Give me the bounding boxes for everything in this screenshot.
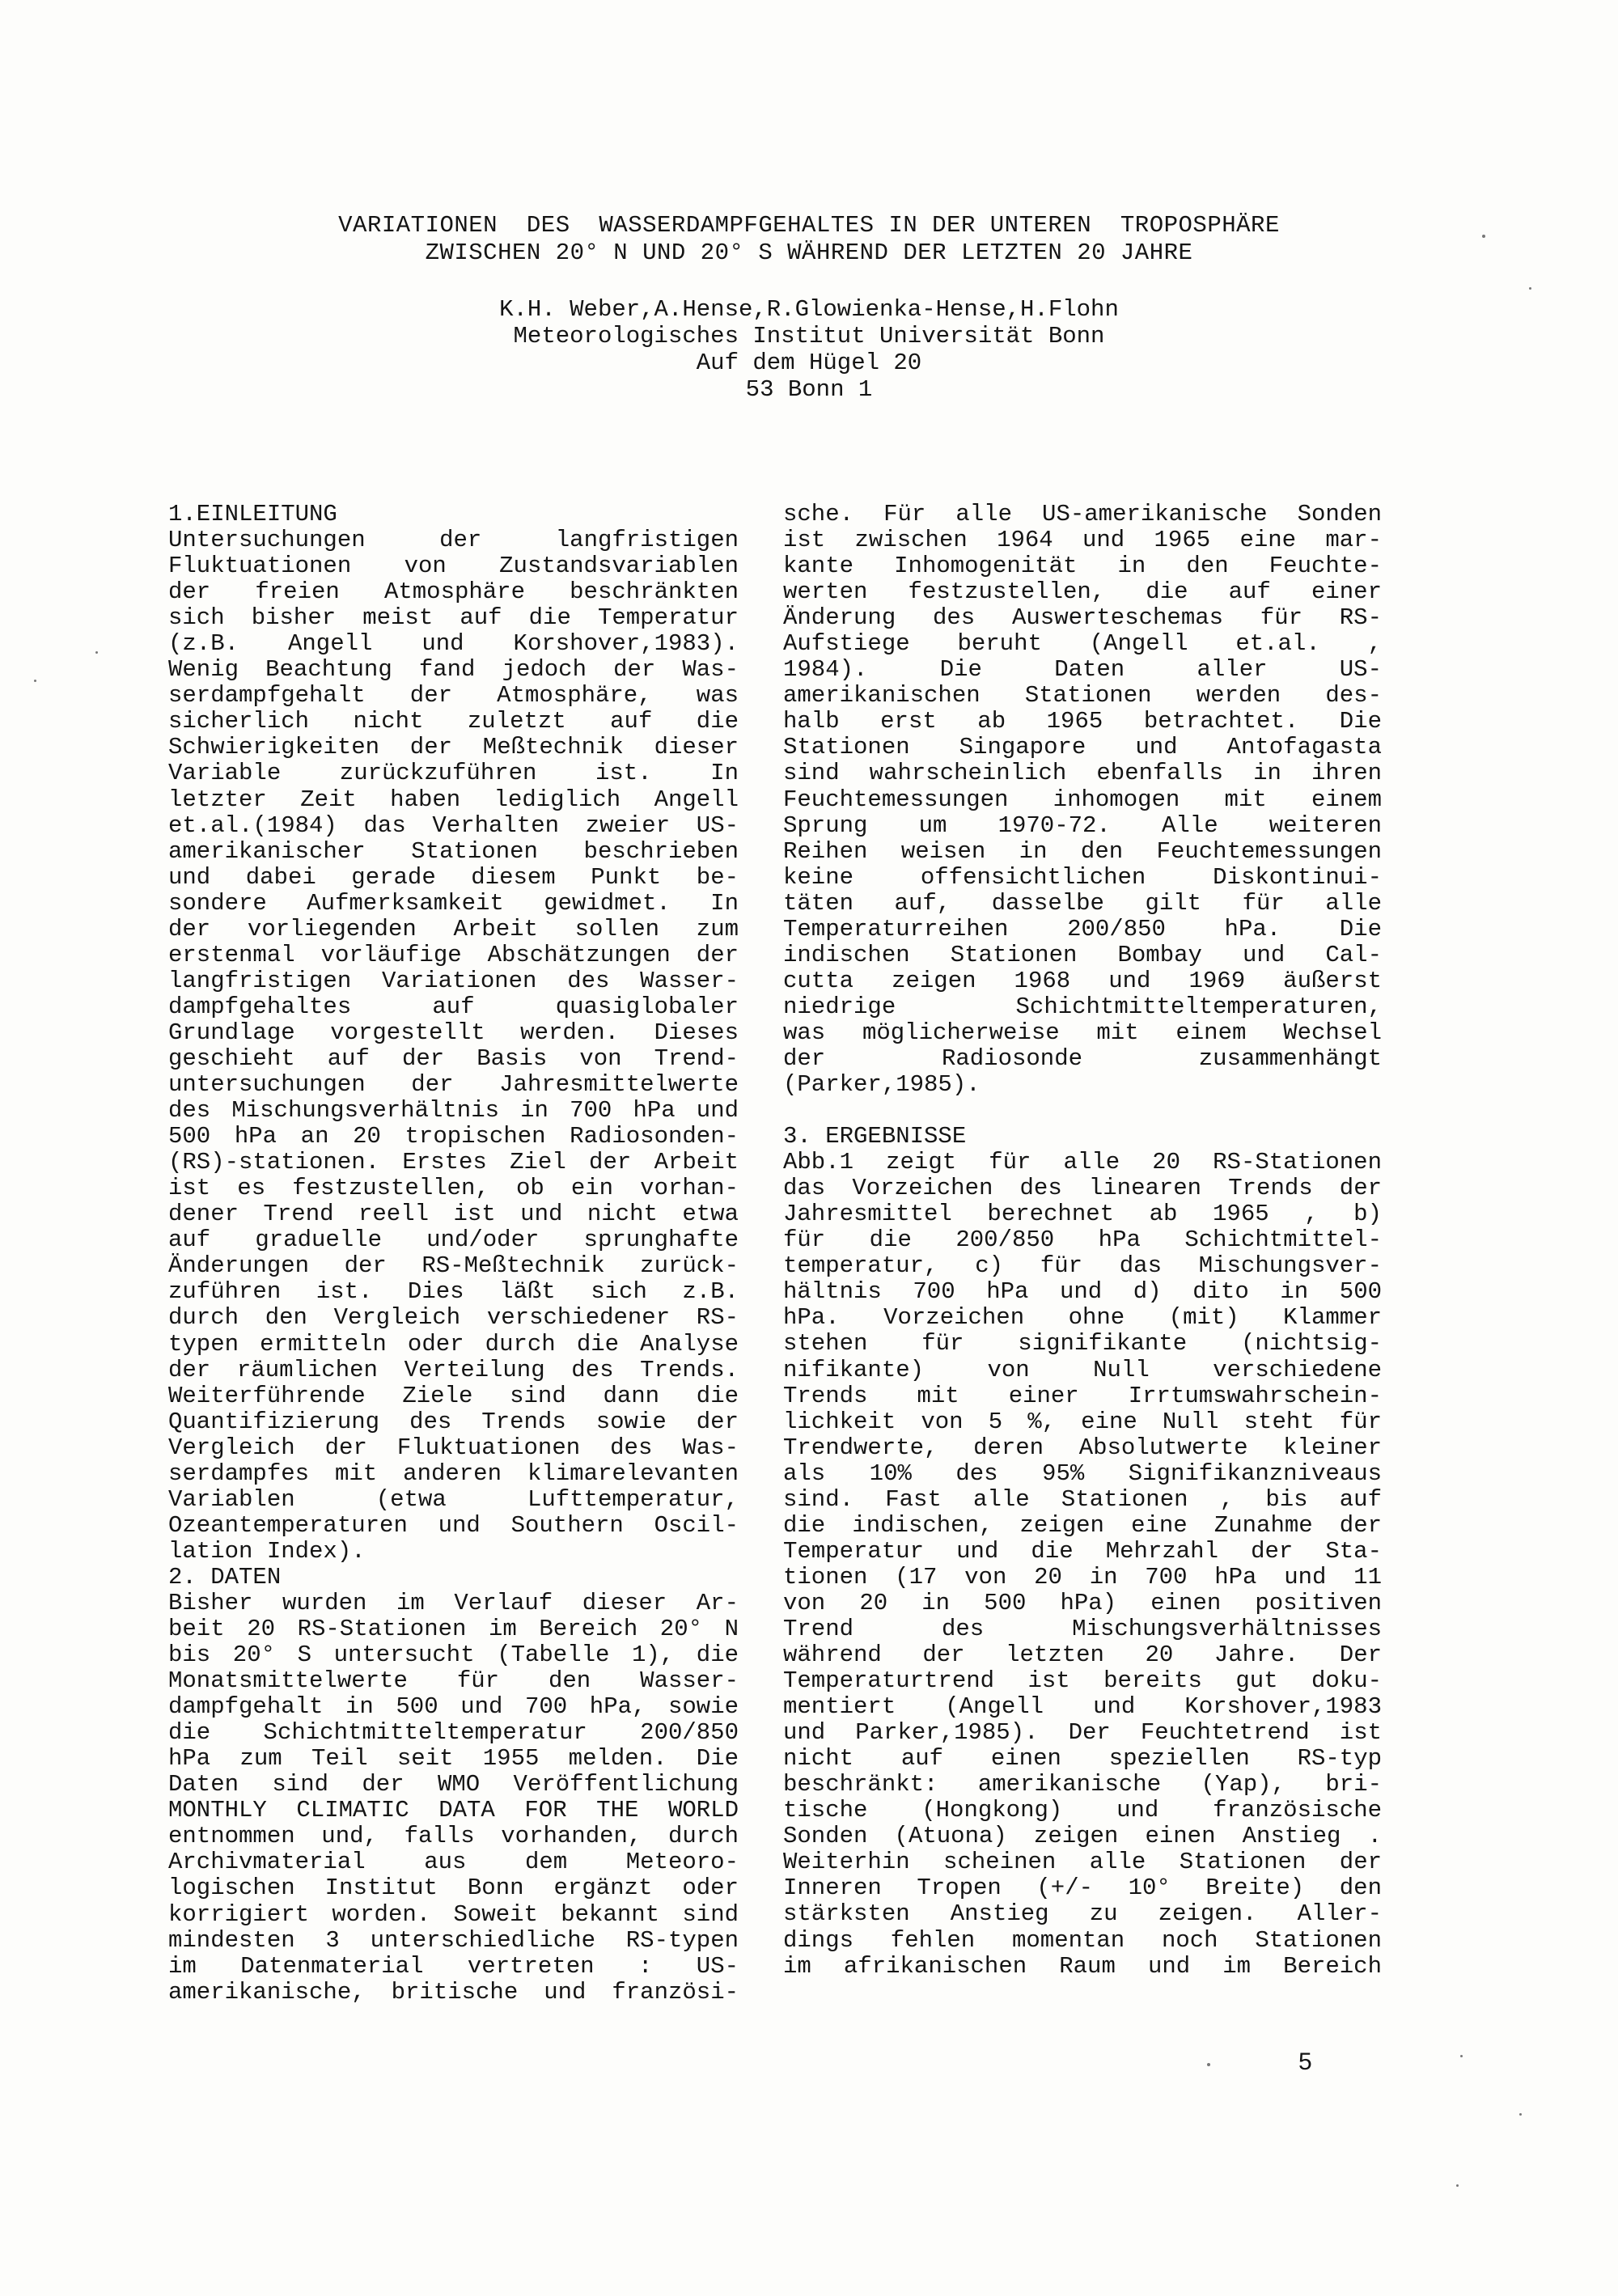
text-line: sind. Fast alle Stationen , bis auf <box>783 1485 1382 1513</box>
paragraph-einleitung <box>168 527 739 1565</box>
section-gap <box>783 1098 1382 1124</box>
author-names: K.H. Weber,A.Hense,R.Glowienka-Hense,H.Flohn <box>499 296 1119 323</box>
text-line: Trendwerte, deren Absolutwerte kleiner <box>783 1434 1382 1461</box>
text-line: hältnis 700 hPa und d) dito in 500 <box>783 1278 1382 1306</box>
text-line: nicht auf einen speziellen RS-typ <box>783 1745 1382 1773</box>
text-line: (z.B. Angell und Korshover,1983). <box>168 630 739 658</box>
text-line: und dabei gerade diesem Punkt be- <box>168 863 739 891</box>
text-line: Untersuchungen der langfristigen <box>168 527 739 554</box>
text-line: der Radiosonde zusammenhängt <box>783 1044 1382 1072</box>
paper-title <box>146 212 1472 267</box>
paragraph-ergebnisse <box>783 1150 1382 1980</box>
right-column <box>783 502 1382 1980</box>
text-line: beschränkt: amerikanische (Yap), bri- <box>783 1771 1382 1798</box>
text-line: der freien Atmosphäre beschränkten <box>168 578 739 606</box>
section-heading-einleitung: 1.EINLEITUNG <box>168 501 337 527</box>
text-line: auf graduelle und/oder sprunghafte <box>168 1226 739 1254</box>
text-line: Schwierigkeiten der Meßtechnik dieser <box>168 734 739 761</box>
text-line: nifikante) von Null verschiedene <box>783 1356 1382 1383</box>
title-line-2: ZWISCHEN 20° N UND 20° S WÄHREND DER LETZTEN 20 JAHRE <box>425 239 1193 266</box>
text-line: ist zwischen 1964 und 1965 eine mar- <box>783 527 1382 554</box>
text-line: dampfgehalt in 500 und 700 hPa, sowie <box>168 1693 739 1721</box>
text-line: MONTHLY CLIMATIC DATA FOR THE WORLD <box>168 1797 739 1824</box>
title-line-1: VARIATIONEN DES WASSERDAMPFGEHALTES IN DER UNTEREN TROPOSPHÄRE <box>338 212 1280 239</box>
text-line: Stationen Singapore und Antofagasta <box>783 734 1382 761</box>
text-line: lichkeit von 5 %, eine Null steht für <box>783 1408 1382 1435</box>
text-line: Ozeantemperaturen und Southern Oscil- <box>168 1511 739 1539</box>
text-line: indischen Stationen Bombay und Cal- <box>783 941 1382 968</box>
text-line: Inneren Tropen (+/- 10° Breite) den <box>783 1875 1382 1902</box>
text-line: Variablen (etwa Lufttemperatur, <box>168 1485 739 1513</box>
scan-speck <box>1207 2063 1210 2066</box>
text-line: et.al.(1984) das Verhalten zweier US- <box>168 811 739 839</box>
text-line: temperatur, c) für das Mischungsver- <box>783 1252 1382 1280</box>
paragraph-daten <box>168 1591 739 2006</box>
text-line: sind wahrscheinlich ebenfalls in ihren <box>783 760 1382 787</box>
text-line: serdampfgehalt der Atmosphäre, was <box>168 682 739 710</box>
text-line: (Parker,1985). <box>783 1071 981 1099</box>
text-line: Reihen weisen in den Feuchtemessungen <box>783 837 1382 865</box>
text-line: mindesten 3 unterschiedliche RS-typen <box>168 1926 739 1954</box>
left-column <box>168 502 739 2006</box>
text-line: cutta zeigen 1968 und 1969 äußerst <box>783 967 1382 994</box>
text-line: Temperaturtrend ist bereits gut doku- <box>783 1667 1382 1695</box>
text-line: Weiterführende Ziele sind dann die <box>168 1382 739 1409</box>
text-line: logischen Institut Bonn ergänzt oder <box>168 1875 739 1902</box>
text-line: Daten sind der WMO Veröffentlichung <box>168 1771 739 1798</box>
text-line: im Datenmaterial vertreten : US- <box>168 1952 739 1980</box>
text-line: Quantifizierung des Trends sowie der <box>168 1408 739 1435</box>
text-line: Änderungen der RS-Meßtechnik zurück- <box>168 1252 739 1280</box>
text-line: Vergleich der Fluktuationen des Was- <box>168 1434 739 1461</box>
text-line: die indischen, zeigen eine Zunahme der <box>783 1511 1382 1539</box>
text-line: keine offensichtlichen Diskontinui- <box>783 863 1382 891</box>
text-line: Jahresmittel berechnet ab 1965 , b) <box>783 1201 1382 1228</box>
text-line: Trends mit einer Irrtumswahrschein- <box>783 1382 1382 1409</box>
text-line: halb erst ab 1965 betrachtet. Die <box>783 708 1382 735</box>
text-line: Archivmaterial aus dem Meteoro- <box>168 1849 739 1876</box>
section-heading-daten: 2. DATEN <box>168 1563 282 1591</box>
text-line: Bisher wurden im Verlauf dieser Ar- <box>168 1589 739 1616</box>
text-line: mentiert (Angell und Korshover,1983 <box>783 1693 1382 1721</box>
text-line: lation Index). <box>168 1537 366 1565</box>
text-line: hPa. Vorzeichen ohne (mit) Klammer <box>783 1304 1382 1332</box>
text-line: Monatsmittelwerte für den Wasser- <box>168 1667 739 1695</box>
text-line: Feuchtemessungen inhomogen mit einem <box>783 786 1382 813</box>
text-line: letzter Zeit haben lediglich Angell <box>168 786 739 813</box>
text-line: amerikanische, britische und französi- <box>168 1978 739 2006</box>
text-line: Änderung des Auswerteschemas für RS- <box>783 604 1382 632</box>
paragraph-daten-continued <box>783 502 1382 1098</box>
scan-speck <box>95 651 98 654</box>
text-line: amerikanischer Stationen beschrieben <box>168 837 739 865</box>
text-line: serdampfes mit anderen klimarelevanten <box>168 1459 739 1487</box>
text-line: der räumlichen Verteilung des Trends. <box>168 1356 739 1383</box>
scan-speck <box>1529 287 1531 290</box>
text-line: ist es festzustellen, ob ein vorhan- <box>168 1175 739 1202</box>
text-line: kante Inhomogenität in den Feuchte- <box>783 553 1382 580</box>
scan-speck <box>1519 2113 1522 2116</box>
text-line: des Mischungsverhältnis in 700 hPa und <box>168 1097 739 1125</box>
text-line: im afrikanischen Raum und im Bereich <box>783 1952 1382 1980</box>
text-line: korrigiert worden. Soweit bekannt sind <box>168 1900 739 1928</box>
text-line: langfristigen Variationen des Wasser- <box>168 967 739 994</box>
text-line: die Schichtmitteltemperatur 200/850 <box>168 1719 739 1747</box>
text-line: Weiterhin scheinen alle Stationen der <box>783 1849 1382 1876</box>
text-line: Grundlage vorgestellt werden. Dieses <box>168 1019 739 1046</box>
text-line: sondere Aufmerksamkeit gewidmet. In <box>168 889 739 917</box>
text-line: täten auf, dasselbe gilt für alle <box>783 889 1382 917</box>
text-line: Wenig Beachtung fand jedoch der Was- <box>168 656 739 684</box>
text-line: 1984). Die Daten aller US- <box>783 656 1382 684</box>
text-line: entnommen und, falls vorhanden, durch <box>168 1823 739 1850</box>
section-heading-ergebnisse: 3. ERGEBNISSE <box>783 1123 967 1150</box>
text-line: erstenmal vorläufige Abschätzungen der <box>168 941 739 968</box>
text-line: tionen (17 von 20 in 700 hPa und 11 <box>783 1563 1382 1591</box>
text-line: geschieht auf der Basis von Trend- <box>168 1044 739 1072</box>
text-line: niedrige Schichtmitteltemperaturen, <box>783 993 1382 1020</box>
text-line: für die 200/850 hPa Schichtmittel- <box>783 1226 1382 1254</box>
text-line: Variable zurückzuführen ist. In <box>168 760 739 787</box>
text-line: sich bisher meist auf die Temperatur <box>168 604 739 632</box>
text-line: Abb.1 zeigt für alle 20 RS-Stationen <box>783 1149 1382 1176</box>
text-line: sicherlich nicht zuletzt auf die <box>168 708 739 735</box>
text-line: amerikanischen Stationen werden des- <box>783 682 1382 710</box>
author-city: 53 Bonn 1 <box>745 376 873 403</box>
text-line: hPa zum Teil seit 1955 melden. Die <box>168 1745 739 1773</box>
text-line: Trend des Mischungsverhältnisses <box>783 1615 1382 1642</box>
text-line: während der letzten 20 Jahre. Der <box>783 1642 1382 1669</box>
page-number: 5 <box>1298 2048 1312 2075</box>
text-line: 500 hPa an 20 tropischen Radiosonden- <box>168 1123 739 1150</box>
text-line: Fluktuationen von Zustandsvariablen <box>168 553 739 580</box>
scan-speck <box>1460 2055 1463 2057</box>
text-line: typen ermitteln oder durch die Analyse <box>168 1330 739 1358</box>
text-line: (RS)-stationen. Erstes Ziel der Arbeit <box>168 1149 739 1176</box>
text-line: der vorliegenden Arbeit sollen zum <box>168 915 739 943</box>
scan-speck <box>34 680 36 682</box>
text-line: bis 20° S untersucht (Tabelle 1), die <box>168 1642 739 1669</box>
text-line: zuführen ist. Dies läßt sich z.B. <box>168 1278 739 1306</box>
author-street: Auf dem Hügel 20 <box>696 349 922 376</box>
text-line: beit 20 RS-Stationen im Bereich 20° N <box>168 1616 739 1643</box>
text-line: stärksten Anstieg zu zeigen. Aller- <box>783 1900 1382 1928</box>
text-line: Aufstiege beruht (Angell et.al. , <box>783 630 1382 658</box>
scan-speck <box>1482 235 1485 238</box>
text-line: Temperatur und die Mehrzahl der Sta- <box>783 1537 1382 1565</box>
text-line: von 20 in 500 hPa) einen positiven <box>783 1589 1382 1616</box>
text-line: Sonden (Atuona) zeigen einen Anstieg . <box>783 1823 1382 1850</box>
text-line: dener Trend reell ist und nicht etwa <box>168 1201 739 1228</box>
text-line: Temperaturreihen 200/850 hPa. Die <box>783 915 1382 943</box>
text-line: als 10% des 95% Signifikanzniveaus <box>783 1459 1382 1487</box>
text-line: und Parker,1985). Der Feuchtetrend ist <box>783 1719 1382 1747</box>
scan-speck <box>1456 2184 1459 2187</box>
text-line: tische (Hongkong) und französische <box>783 1797 1382 1824</box>
text-line: werten festzustellen, die auf einer <box>783 578 1382 606</box>
author-institute: Meteorologisches Institut Universität Bonn <box>513 323 1105 349</box>
text-line: was möglicherweise mit einem Wechsel <box>783 1019 1382 1046</box>
text-line: durch den Vergleich verschiedener RS- <box>168 1304 739 1332</box>
text-line: dings fehlen momentan noch Stationen <box>783 1926 1382 1954</box>
text-line: untersuchungen der Jahresmittelwerte <box>168 1071 739 1099</box>
text-line: sche. Für alle US-amerikanische Sonden <box>783 501 1382 527</box>
text-line: dampfgehaltes auf quasiglobaler <box>168 993 739 1020</box>
text-line: stehen für signifikante (nichtsig- <box>783 1330 1382 1358</box>
author-block <box>243 296 1375 403</box>
text-line: Sprung um 1970-72. Alle weiteren <box>783 811 1382 839</box>
text-line: das Vorzeichen des linearen Trends der <box>783 1175 1382 1202</box>
